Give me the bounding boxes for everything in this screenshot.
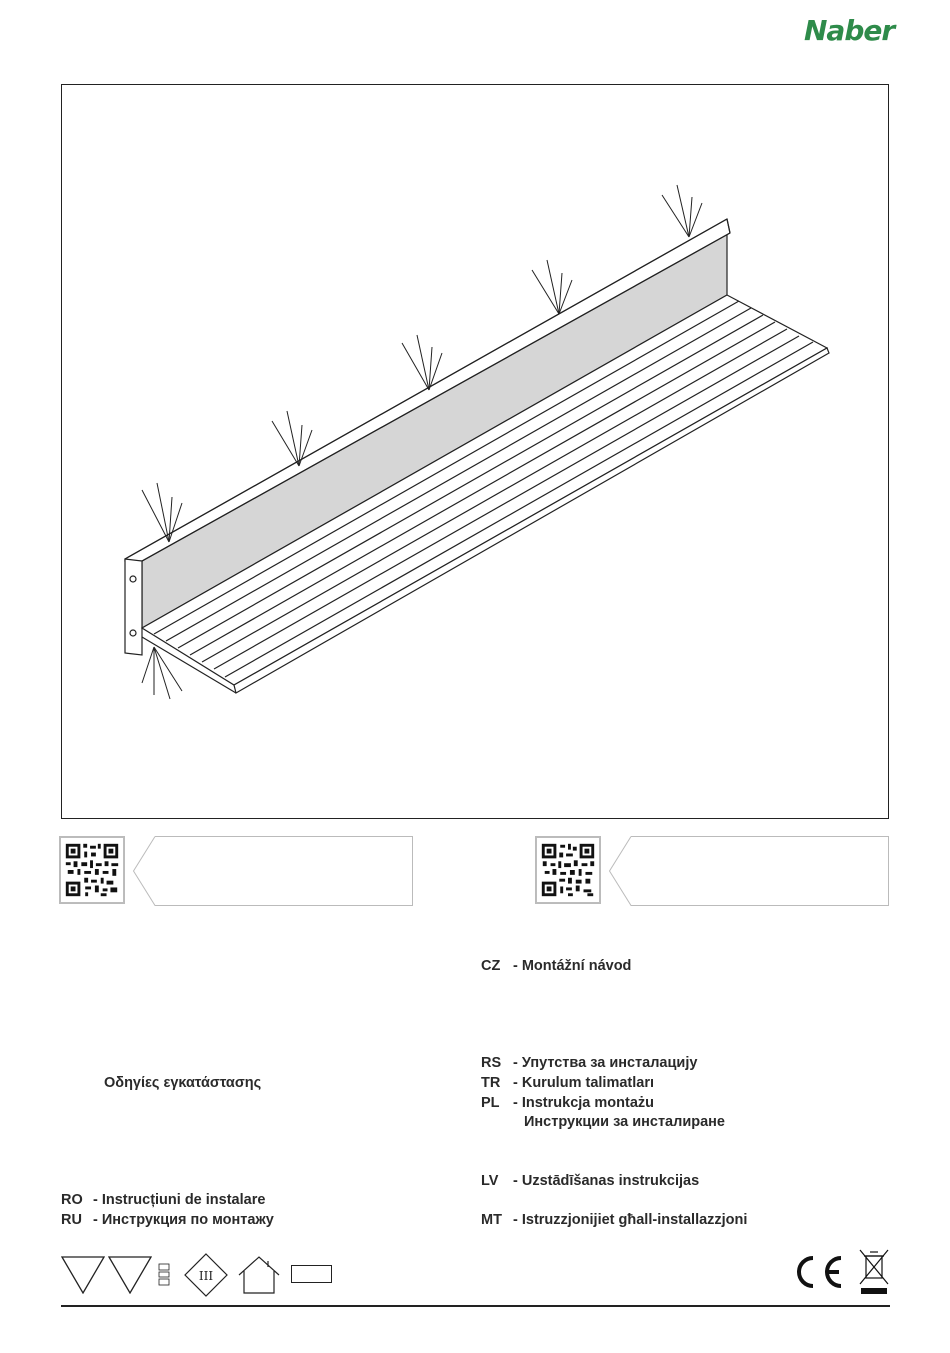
language-code: RU — [61, 1212, 82, 1228]
weee-bin-icon — [858, 1248, 890, 1296]
illustration-frame — [61, 84, 889, 819]
language-label: Инструкции за инсталиране — [524, 1114, 725, 1130]
language-label: - Instrukcja montażu — [513, 1095, 654, 1111]
footer-divider — [61, 1305, 890, 1307]
language-label: - Упутства за инсталацију — [513, 1055, 698, 1071]
qr-panel-right — [535, 836, 889, 906]
qr-panel-left — [59, 836, 413, 906]
ce-mark-icon — [789, 1254, 847, 1290]
language-lv — [481, 1173, 699, 1189]
language-label: - Istruzzjonijiet għall-installazzjoni — [513, 1212, 748, 1228]
brand-logo: Naber — [804, 14, 895, 47]
qr-code-icon[interactable] — [535, 836, 601, 904]
language-label: Οδηγίες εγκατάστασης — [104, 1075, 262, 1091]
shelf-illustration — [62, 85, 890, 820]
language-ru — [61, 1212, 274, 1228]
qr-callout-box — [133, 836, 413, 906]
language-code: MT — [481, 1212, 502, 1228]
language-code: LV — [481, 1173, 499, 1189]
language-label: - Montážní návod — [513, 958, 632, 974]
language-code: RO — [61, 1192, 83, 1208]
language-label: - Инструкция по монтажу — [93, 1212, 274, 1228]
lamp-type-icon — [157, 1263, 171, 1287]
language-mt — [481, 1212, 747, 1228]
language-label: - Kurulum talimatları — [513, 1075, 654, 1091]
language-greek — [104, 1075, 261, 1091]
language-pl — [481, 1095, 654, 1111]
language-code: PL — [481, 1095, 500, 1111]
language-bg — [524, 1114, 725, 1130]
warning-triangle-icon — [61, 1256, 105, 1294]
language-cz — [481, 958, 631, 974]
indoor-use-icon — [237, 1255, 281, 1295]
language-label: - Uzstādīšanas instrukcijas — [513, 1173, 700, 1189]
language-tr — [481, 1075, 654, 1091]
language-label: - Instrucțiuni de instalare — [93, 1192, 266, 1208]
qr-code-icon[interactable] — [59, 836, 125, 904]
warning-triangle-icon — [108, 1256, 152, 1294]
protection-class-icon — [184, 1253, 228, 1297]
qr-callout-box — [609, 836, 889, 906]
language-code: TR — [481, 1075, 501, 1091]
protection-class-label: III — [198, 1269, 214, 1283]
language-ro — [61, 1192, 265, 1208]
language-rs — [481, 1055, 697, 1071]
blank-rating-box — [291, 1265, 332, 1283]
language-code: RS — [481, 1055, 502, 1071]
language-code: CZ — [481, 958, 501, 974]
